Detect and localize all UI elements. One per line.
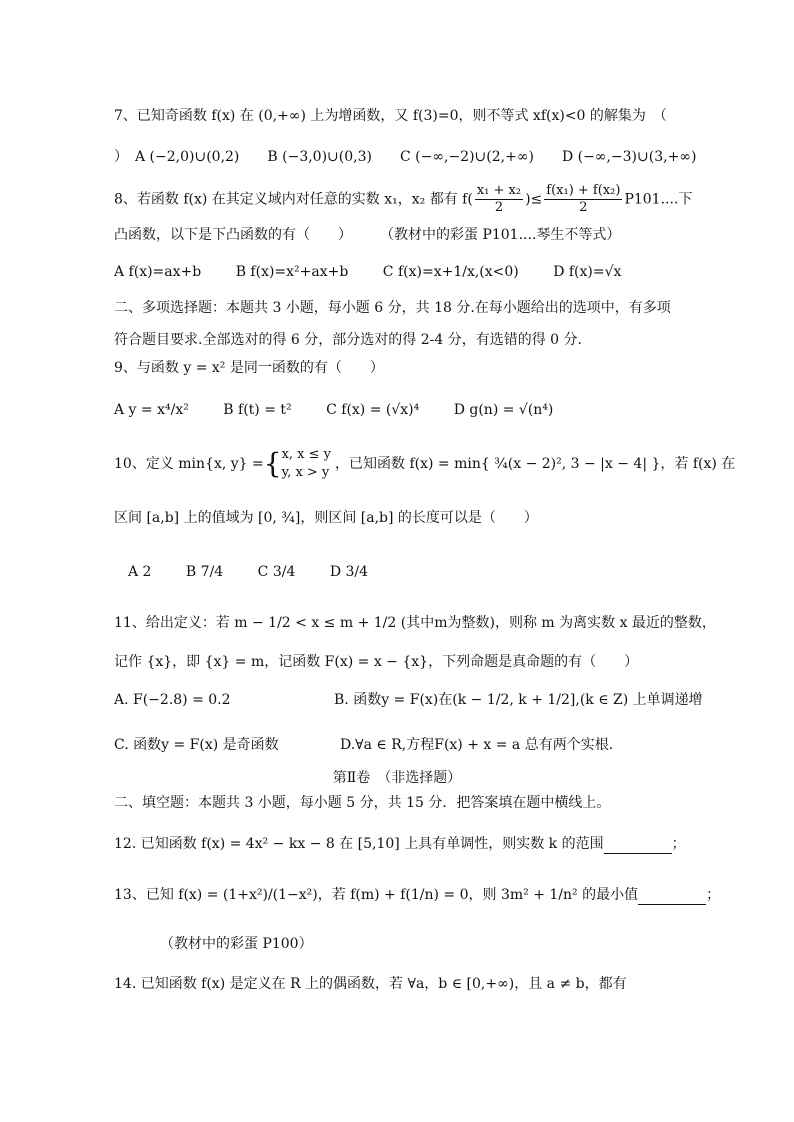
q8-frac1-den: 2 bbox=[494, 200, 504, 215]
q13-text: 13、已知 f(x) = (1+x²)/(1−x²)，若 f(m) + f(1/n) = 0，则 3m² + 1/n² 的最小值 bbox=[114, 887, 639, 903]
q12-stem bbox=[114, 834, 694, 854]
q11-line1: 11、给出定义：若 m − 1/2 < x ≤ m + 1/2 (其中m为整数)，则称 m 为离实数 x 最近的整数， bbox=[114, 615, 716, 631]
left-brace-icon: { bbox=[263, 447, 282, 480]
q11-option-a: A. F(−2.8) = 0.2 bbox=[114, 692, 231, 708]
q9-stem: 9、与函数 y = x² 是同一函数的有（ ） bbox=[114, 360, 384, 376]
q8-line2: 凸函数，以下是下凸函数的有（ ） （教材中的彩蛋 P101....琴生不等式） bbox=[114, 227, 621, 243]
q9-option-b: B f(t) = t² bbox=[223, 402, 292, 418]
q11-option-d: D.∀a ∈ R,方程F(x) + x = a 总有两个实根. bbox=[340, 737, 614, 753]
q10-option-c: C 3/4 bbox=[257, 564, 296, 580]
q10-cases bbox=[282, 446, 331, 482]
q8-prefix: 8、若函数 f(x) 在其定义域内对任意的实数 x₁，x₂ 都有 f( bbox=[114, 191, 473, 208]
q8-option-c: C f(x)=x+1/x,(x<0) bbox=[382, 264, 519, 280]
q10-case1: x, x ≤ y bbox=[281, 447, 331, 462]
q8-options bbox=[114, 262, 694, 282]
q14-stem: 14. 已知函数 f(x) 是定义在 R 上的偶函数，若 ∀a，b ∈ [0,+∞)，且 a ≠ b，都有 bbox=[114, 976, 627, 992]
q10-option-a: A 2 bbox=[128, 564, 152, 580]
q8-frac1 bbox=[475, 183, 523, 216]
part2-title: 第Ⅱ卷 （非选择题） bbox=[332, 770, 462, 786]
section2-line1: 二、多项选择题：本题共 3 小题，每小题 6 分，共 18 分.在每小题给出的选项中，有多项 bbox=[114, 300, 671, 316]
q8-stem bbox=[114, 183, 694, 216]
q10-options bbox=[128, 562, 694, 582]
q10-mid: ，已知函数 f(x) = min{ ¾(x − 2)², 3 − |x − 4| }，若 f(x) 在 bbox=[335, 456, 736, 472]
q9-option-a: A y = x⁴/x² bbox=[114, 402, 189, 418]
q8-option-b: B f(x)=x²+ax+b bbox=[235, 264, 349, 280]
q8-frac2-den: 2 bbox=[579, 200, 588, 215]
q13-answer-blank bbox=[638, 890, 706, 905]
q13-stem bbox=[114, 885, 721, 905]
q7-options: ） A (−2,0)∪(0,2) B (−3,0)∪(0,3) C (−∞,−2)∪(2,+∞) D (−∞,−3)∪(3,+∞) bbox=[114, 149, 697, 165]
q9-option-d: D g(n) = √(n⁴) bbox=[453, 402, 554, 418]
q11-line2: 记作 {x}，即 {x} = m，记函数 F(x) = x − {x}，下列命题是真命题的有（ ） bbox=[114, 654, 639, 670]
q8-frac2-num: f(x₁) + f(x₂) bbox=[546, 183, 621, 198]
q12-end: ； bbox=[671, 836, 686, 852]
q10-prefix: 10、定义 min{x, y} = bbox=[114, 456, 264, 472]
q8-suffix: P101....下 bbox=[624, 191, 693, 208]
q10-option-b: B 7/4 bbox=[185, 564, 224, 580]
q9-option-c: C f(x) = (√x)⁴ bbox=[326, 402, 420, 418]
q10-stem bbox=[114, 446, 736, 482]
q7-line1: 7、已知奇函数 f(x) 在 (0,+∞) 上为增函数，又 f(3)=0，则不等式 xf(x)<0 的解集为 （ bbox=[114, 108, 667, 124]
q12-answer-blank bbox=[604, 839, 672, 854]
q9-options bbox=[114, 400, 694, 420]
q8-option-a: A f(x)=ax+b bbox=[114, 264, 202, 280]
q8-frac1-num: x₁ + x₂ bbox=[476, 183, 522, 198]
q12-text: 12. 已知函数 f(x) = 4x² − kx − 8 在 [5,10] 上具有单调性，则实数 k 的范围 bbox=[114, 836, 604, 852]
q10-case2: y, x > y bbox=[281, 465, 330, 480]
q13-end: ； bbox=[706, 887, 721, 903]
q11-option-b: B. 函数y = F(x)在(k − 1/2, k + 1/2],(k ∈ Z) 上单调递增 bbox=[334, 692, 703, 708]
q10-option-d: D 3/4 bbox=[329, 564, 369, 580]
q8-frac2 bbox=[544, 183, 622, 216]
q8-option-d: D f(x)=√x bbox=[553, 264, 622, 280]
q10-line2: 区间 [a,b] 上的值域为 [0, ¾]，则区间 [a,b] 的长度可以是（ ） bbox=[114, 510, 538, 526]
section2-line2: 符合题目要求.全部选对的得 6 分，部分选对的得 2-4 分，有选错的得 0 分. bbox=[114, 332, 582, 348]
q13-note: （教材中的彩蛋 P100） bbox=[160, 936, 313, 952]
q8-mid: )≤ bbox=[525, 191, 543, 208]
q11-option-c: C. 函数y = F(x) 是奇函数 bbox=[114, 737, 279, 753]
part2-section: 二、填空题：本题共 3 小题，每小题 5 分，共 15 分．把答案填在题中横线上。 bbox=[114, 795, 611, 811]
